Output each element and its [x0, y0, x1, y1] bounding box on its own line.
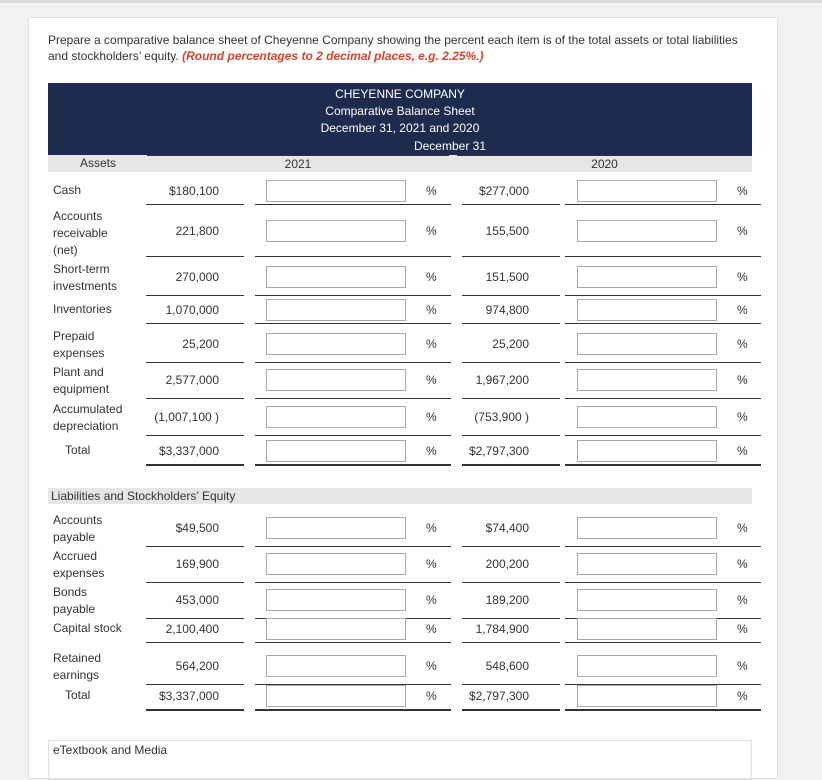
- statement-dates: December 31, 2021 and 2020: [320, 121, 480, 135]
- liability-row-rule: [462, 684, 560, 685]
- liability-row-2021-amount: 453,000: [175, 593, 219, 607]
- asset-row-2020-percent-sign: %: [737, 337, 748, 351]
- asset-row-2020-percent-sign: %: [737, 270, 748, 284]
- liability-row-label: Capital stock: [53, 621, 122, 635]
- asset-row-rule: [146, 323, 244, 324]
- asset-row-rule: [462, 323, 560, 324]
- asset-row-rule: [462, 398, 560, 399]
- asset-row-2020-amount: 974,800: [485, 303, 529, 317]
- statement-title: Comparative Balance Sheet: [325, 104, 475, 118]
- asset-row-2020-percent-sign: %: [737, 410, 748, 424]
- asset-row-rule: [255, 256, 451, 257]
- liability-row-rule: [462, 546, 560, 547]
- liabilities-section-heading: Liabilities and Stockholders’ Equity: [48, 488, 752, 504]
- liability-row-2020-percent-sign: %: [737, 557, 748, 571]
- liability-row-2021-percent-input[interactable]: [266, 553, 406, 575]
- liability-row-2021-amount: $3,337,000: [158, 689, 219, 703]
- liability-row-rule: [146, 546, 244, 547]
- asset-row-label: Accumulated depreciation: [53, 402, 123, 433]
- liability-row-2021-amount: $49,500: [175, 521, 219, 535]
- liability-row-2021-percent-sign: %: [426, 689, 437, 703]
- asset-row-2020-percent-input[interactable]: [577, 333, 717, 355]
- question-prompt: [48, 32, 748, 64]
- asset-row-2021-percent-input[interactable]: [266, 180, 406, 202]
- liability-row-rule: [146, 582, 244, 583]
- asset-row-2021-amount: $3,337,000: [158, 444, 219, 458]
- liability-row-rule: [146, 709, 244, 711]
- prompt-text: Prepare a comparative balance sheet of Cheyenne Company showing the percent each item is of the total assets or total liabilities and stockholders’ equity.: [48, 33, 738, 63]
- liability-row-2021-percent-input[interactable]: [266, 517, 406, 539]
- liability-row-2020-percent-input[interactable]: [577, 517, 717, 539]
- asset-row-2020-percent-input[interactable]: [577, 369, 717, 391]
- asset-row-label: Cash: [53, 183, 82, 197]
- asset-row-2021-percent-sign: %: [426, 224, 437, 238]
- asset-row-label: Short-term investments: [53, 262, 118, 293]
- liability-row-2021-amount: 564,200: [175, 659, 219, 673]
- asset-row-rule: [255, 362, 451, 363]
- asset-row-2020-percent-input[interactable]: [577, 440, 717, 462]
- asset-row-rule: [146, 256, 244, 257]
- asset-row-rule: [462, 256, 560, 257]
- asset-row-2021-percent-input[interactable]: [266, 440, 406, 462]
- asset-row-2020-amount: 155,500: [485, 224, 529, 238]
- liability-row-label: Retained earnings: [53, 651, 102, 682]
- liability-row-2020-amount: 200,200: [485, 557, 529, 571]
- company-name: CHEYENNE COMPANY: [335, 87, 465, 101]
- asset-row-rule: [462, 295, 560, 296]
- asset-row-label: Plant and equipment: [53, 365, 110, 396]
- asset-row-2021-percent-input[interactable]: [266, 220, 406, 242]
- asset-row-rule: [146, 295, 244, 296]
- asset-row-2021-amount: 25,200: [182, 337, 219, 351]
- header-filler: [48, 138, 148, 154]
- asset-row-2021-amount: 1,070,000: [165, 303, 219, 317]
- asset-row-label: Total: [65, 443, 91, 457]
- liability-row-2020-percent-sign: %: [737, 689, 748, 703]
- asset-row-rule: [565, 204, 761, 205]
- asset-row-2020-amount: 151,500: [485, 270, 529, 284]
- asset-row-rule: [565, 464, 761, 466]
- liability-row-rule: [565, 546, 761, 547]
- liability-row-label: Accrued expenses: [53, 549, 105, 580]
- asset-row-2021-percent-sign: %: [426, 410, 437, 424]
- liability-row-2021-percent-sign: %: [426, 521, 437, 535]
- column-group-label: December 31: [148, 138, 752, 154]
- liability-row-2020-amount: 189,200: [485, 593, 529, 607]
- asset-row-2021-percent-input[interactable]: [266, 299, 406, 321]
- asset-row-rule: [255, 323, 451, 324]
- year-2021-header: 2021: [147, 155, 449, 172]
- liability-row-2021-percent-sign: %: [426, 659, 437, 673]
- asset-row-rule: [146, 204, 244, 205]
- asset-row-rule: [462, 362, 560, 363]
- asset-row-2021-amount: 221,800: [175, 224, 219, 238]
- asset-row-2021-percent-sign: %: [426, 184, 437, 198]
- liability-row-2020-percent-sign: %: [737, 593, 748, 607]
- asset-row-2020-amount: 25,200: [492, 337, 529, 351]
- liability-row-2020-percent-sign: %: [737, 659, 748, 673]
- etextbook-media-panel[interactable]: eTextbook and Media: [48, 740, 752, 780]
- liability-row-label: Accounts payable: [53, 513, 103, 544]
- liability-row-rule: [255, 642, 451, 643]
- asset-row-rule: [565, 295, 761, 296]
- asset-row-2021-percent-sign: %: [426, 444, 437, 458]
- liability-row-2021-percent-input[interactable]: [266, 589, 406, 611]
- asset-row-rule: [146, 464, 244, 466]
- liability-row-2020-amount: 548,600: [485, 659, 529, 673]
- asset-row-rule: [565, 256, 761, 257]
- asset-row-2020-amount: $277,000: [478, 184, 529, 198]
- asset-row-2020-percent-input[interactable]: [577, 266, 717, 288]
- asset-row-2021-percent-input[interactable]: [266, 369, 406, 391]
- liability-row-label: Total: [65, 688, 91, 702]
- year-2020-header: 2020: [457, 155, 752, 172]
- asset-row-2020-percent-sign: %: [737, 444, 748, 458]
- liability-row-2020-percent-input[interactable]: [577, 553, 717, 575]
- asset-row-2020-percent-sign: %: [737, 224, 748, 238]
- liability-row-label: Bonds payable: [53, 585, 96, 616]
- liability-row-2021-percent-sign: %: [426, 593, 437, 607]
- asset-row-2020-amount: 1,967,200: [475, 373, 529, 387]
- asset-row-2020-percent-input[interactable]: [577, 406, 717, 428]
- asset-row-2020-percent-input[interactable]: [577, 220, 717, 242]
- liability-row-rule: [146, 618, 244, 619]
- asset-row-2021-percent-sign: %: [426, 270, 437, 284]
- liability-row-rule: [462, 642, 560, 643]
- liability-row-rule: [565, 642, 761, 643]
- asset-row-rule: [565, 435, 761, 436]
- liability-row-rule: [255, 709, 451, 711]
- asset-row-2020-percent-input[interactable]: [577, 180, 717, 202]
- liability-row-rule: [462, 582, 560, 583]
- liability-row-rule: [565, 709, 761, 711]
- asset-row-2020-amount: $2,797,300: [468, 444, 529, 458]
- asset-row-2021-percent-input[interactable]: [266, 406, 406, 428]
- liability-row-rule: [462, 709, 560, 711]
- liability-row-2021-percent-sign: %: [426, 557, 437, 571]
- asset-row-2021-amount: 270,000: [175, 270, 219, 284]
- asset-row-rule: [146, 398, 244, 399]
- liability-row-2020-percent-input[interactable]: [577, 618, 717, 640]
- asset-row-2020-percent-sign: %: [737, 373, 748, 387]
- liability-row-rule: [462, 618, 560, 619]
- asset-row-2021-percent-input[interactable]: [266, 266, 406, 288]
- liability-row-2021-percent-input[interactable]: [266, 655, 406, 677]
- question-card: [28, 17, 778, 779]
- asset-row-label: Prepaid expenses: [53, 329, 105, 360]
- liability-row-2020-amount: $74,400: [485, 521, 529, 535]
- top-bar: [0, 0, 822, 3]
- asset-row-rule: [565, 323, 761, 324]
- liability-row-rule: [565, 582, 761, 583]
- asset-row-2020-percent-input[interactable]: [577, 299, 717, 321]
- asset-row-rule: [565, 362, 761, 363]
- asset-row-rule: [255, 204, 451, 205]
- liability-row-rule: [255, 546, 451, 547]
- asset-row-2021-percent-sign: %: [426, 303, 437, 317]
- liability-row-2020-amount: 1,784,900: [475, 622, 529, 636]
- asset-row-2020-amount: (753,900 ): [474, 410, 529, 424]
- asset-row-2021-percent-sign: %: [426, 337, 437, 351]
- assets-heading: Assets: [48, 155, 148, 172]
- asset-row-rule: [255, 435, 451, 436]
- asset-row-2021-percent-input[interactable]: [266, 333, 406, 355]
- liability-row-2020-percent-sign: %: [737, 622, 748, 636]
- liability-row-2020-percent-input[interactable]: [577, 589, 717, 611]
- liability-row-2020-percent-input[interactable]: [577, 685, 717, 707]
- liability-row-2020-percent-input[interactable]: [577, 655, 717, 677]
- liability-row-2021-amount: 169,900: [175, 557, 219, 571]
- asset-row-2020-percent-sign: %: [737, 184, 748, 198]
- asset-row-rule: [146, 362, 244, 363]
- asset-row-2021-amount: (1,007,100 ): [154, 410, 219, 424]
- asset-row-2021-percent-sign: %: [426, 373, 437, 387]
- liability-row-2020-percent-sign: %: [737, 521, 748, 535]
- liability-row-2021-percent-input[interactable]: [266, 685, 406, 707]
- liability-row-rule: [146, 642, 244, 643]
- asset-row-rule: [255, 398, 451, 399]
- asset-row-2021-amount: $180,100: [168, 184, 219, 198]
- asset-row-2021-amount: 2,577,000: [165, 373, 219, 387]
- liability-row-rule: [146, 684, 244, 685]
- asset-row-rule: [255, 295, 451, 296]
- liability-row-rule: [255, 582, 451, 583]
- asset-row-2020-percent-sign: %: [737, 303, 748, 317]
- asset-row-rule: [565, 398, 761, 399]
- liability-row-2021-percent-sign: %: [426, 622, 437, 636]
- asset-row-label: Accounts receivable (net): [53, 209, 108, 257]
- asset-row-label: Inventories: [53, 302, 112, 316]
- liability-row-2021-percent-input[interactable]: [266, 618, 406, 640]
- rounding-hint: (Round percentages to 2 decimal places, e.g. 2.25%.): [182, 49, 484, 63]
- asset-row-rule: [462, 204, 560, 205]
- liability-row-2021-amount: 2,100,400: [165, 622, 219, 636]
- asset-row-rule: [146, 435, 244, 436]
- asset-row-rule: [462, 464, 560, 466]
- asset-row-rule: [462, 435, 560, 436]
- asset-row-rule: [255, 464, 451, 466]
- liability-row-2020-amount: $2,797,300: [468, 689, 529, 703]
